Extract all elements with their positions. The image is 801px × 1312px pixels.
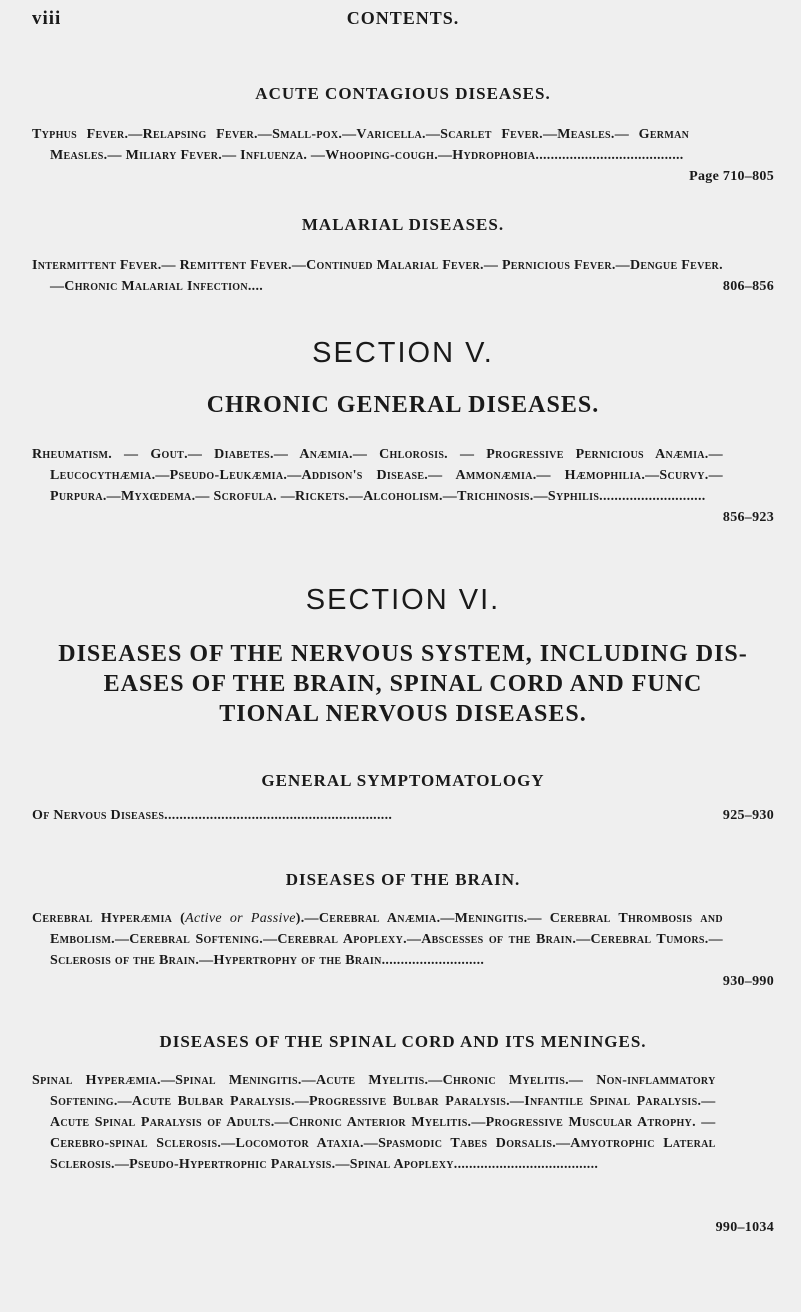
section-5-pages: 856–923 xyxy=(722,510,774,525)
malarial-pages: 806–856 xyxy=(722,279,774,294)
page-header xyxy=(32,0,774,40)
running-head: CONTENTS. xyxy=(346,8,460,28)
spinal-heading: DISEASES OF THE SPINAL CORD AND ITS MENINGES. xyxy=(159,1032,647,1051)
contents-page xyxy=(32,0,774,1238)
acute-text: Typhus Fever.—Relapsing Fever.—Small-pox.—Varicella.—Scarlet Fever.—Measles.— German Measles.— Miliary Fever.— Influenza. —Whooping-cough.—Hydrophobia....................................... xyxy=(32,127,690,163)
malarial-heading: MALARIAL DISEASES. xyxy=(301,215,505,234)
acute-pages: Page 710–805 xyxy=(689,169,774,184)
section-6-heading-line-3: TIONAL NERVOUS DISEASES. xyxy=(219,701,587,727)
spinal-pages: 990–1034 xyxy=(715,1220,774,1235)
general-heading: GENERAL SYMPTOMATOLOGY xyxy=(261,771,545,790)
brain-text-before: Cerebral Hyperæmia ( xyxy=(32,911,186,926)
brain-heading: DISEASES OF THE BRAIN. xyxy=(285,870,521,889)
general-pages: 925–930 xyxy=(722,808,774,823)
section-6-heading-line-2: EASES OF THE BRAIN, SPINAL CORD AND FUNC xyxy=(103,671,703,697)
malarial-entry xyxy=(32,255,774,297)
section-6-heading-line-1: DISEASES OF THE NERVOUS SYSTEM, INCLUDING DIS- xyxy=(58,641,748,667)
section-5-heading: CHRONIC GENERAL DISEASES. xyxy=(206,392,600,418)
brain-text-italic: Active or Passive xyxy=(185,911,296,926)
spinal-entry xyxy=(32,1070,774,1238)
general-text: Of Nervous Diseases............................................................ xyxy=(32,808,393,823)
general-entry xyxy=(32,805,774,826)
acute-heading: ACUTE CONTAGIOUS DISEASES. xyxy=(255,84,551,103)
section-5-text: Rheumatism. — Gout.— Diabetes.— Anæmia.— Chlorosis. — Progressive Pernicious Anæmia.—Leucocythæmia.—Pseudo-Leukæmia.—Addison's Disease.— Ammonæmia.— Hæmophilia.—Scurvy.— Purpura.—Myxœdema.— Scrofula. —Rickets.—Alcoholism.—Trichinosis.—Syphilis............................ xyxy=(32,447,723,504)
brain-entry xyxy=(32,908,774,992)
section-5-entry xyxy=(32,444,774,528)
spinal-text: Spinal Hyperæmia.—Spinal Meningitis.—Acute Myelitis.—Chronic Myelitis.— Non-inflammatory Softening.—Acute Bulbar Paralysis.—Progressive Bulbar Paralysis.—Infantile Spinal Paralysis.—Acute Spinal Paralysis of Adults.—Chronic Anterior Myelitis.—Progressive Muscular Atrophy. —Cerebro-spinal Sclerosis.—Locomotor Ataxia.—Spasmodic Tabes Dorsalis.—Amyotrophic Lateral Sclerosis.—Pseudo-Hypertrophic Paralysis.—Spinal Apoplexy...................................... xyxy=(32,1073,716,1172)
section-6-title: SECTION VI. xyxy=(305,584,501,616)
acute-entry xyxy=(32,124,774,187)
section-5-title: SECTION V. xyxy=(312,337,494,369)
section-6-heading xyxy=(32,639,774,729)
brain-text-after: ).—Cerebral Anæmia.—Meningitis.— Cerebral Thrombosis and Embolism.—Cerebral Softening.—Cerebral Apoplexy.—Abscesses of the Brain.—Cerebral Tumors.—Sclerosis of the Brain.—Hypertrophy of the Brain........................... xyxy=(50,911,723,968)
page-number: viii xyxy=(32,8,62,29)
malarial-text: Intermittent Fever.— Remittent Fever.—Continued Malarial Fever.— Pernicious Fever.—Dengue Fever.—Chronic Malarial Infection.... xyxy=(32,258,723,294)
brain-pages: 930–990 xyxy=(722,974,774,989)
